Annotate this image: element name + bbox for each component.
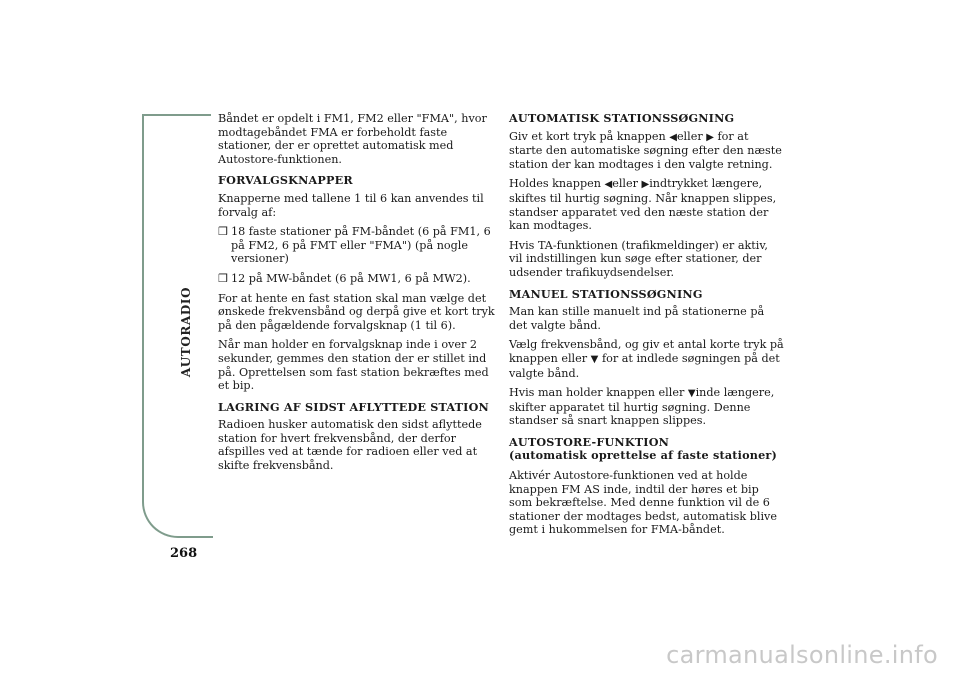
- list-item: [218, 272, 503, 286]
- store-paragraph: Når man holder en forvalgsknap inde i over 2 sekunder, gemmes den station der er stillet ind på. Oprettelsen som fast station bekræftes med et bip.: [218, 338, 489, 393]
- page-number: 268: [170, 546, 198, 561]
- autostore-paragraph: Aktivér Autostore-funktionen ved at holde knappen FM AS inde, indtil der høres et bip som bekræftelse. Med denne funktion vil de 6 stationer der modtages bedst, automatisk blive gemt i hukommelsen for FMA-båndet.: [509, 469, 777, 537]
- heading-presets: FORVALGSKNAPPER: [218, 173, 353, 188]
- text-fragment: Holdes knappen: [509, 177, 601, 191]
- checkbox-bullet-icon: ❒: [218, 225, 228, 239]
- manual-paragraph-2: [509, 338, 784, 380]
- auto-search-paragraph-3: Hvis TA-funktionen (trafikmeldinger) er aktiv, vil indstillingen kun søge efter stationer, der udsender trafikuydsendelser.: [509, 238, 768, 279]
- text-fragment: inde længere, skifter apparatet til hurtig søgning. Denne standser så snart knappen slippes.: [509, 386, 775, 428]
- list-item-text: 18 faste stationer på FM-båndet (6 på FM1, 6 på FM2, 6 på FMT eller "FMA") (på nogle versioner): [231, 225, 491, 266]
- text-fragment: Vælg frekvensbånd, og giv et antal korte tryk på knappen eller: [509, 338, 784, 365]
- page-frame: [142, 114, 213, 538]
- presets-intro: Knapperne med tallene 1 til 6 kan anvendes til forvalg af:: [218, 191, 484, 219]
- auto-search-paragraph-2: [509, 177, 784, 232]
- intro-paragraph: Båndet er opdelt i FM1, FM2 eller "FMA", hvor modtagebåndet FMA er forbeholdt faste stationer, der er oprettet automatisk med Autostore-funktionen.: [218, 112, 487, 166]
- text-fragment: indtrykket længere, skiftes til hurtig søgning. Når knappen slippes, standser apparatet ved den næste station der kan modtages.: [509, 177, 777, 233]
- recall-paragraph: For at hente en fast station skal man vælge det ønskede frekvensbånd og derpå give et kort tryk på den pågældende forvalgsknap (1 til 6).: [218, 291, 495, 332]
- heading-autostore-line-2: (automatisk oprettelse af faste stationer): [509, 448, 777, 463]
- heading-autostore: [509, 436, 784, 463]
- section-label: AUTORADIO: [179, 286, 193, 378]
- heading-autostore-line-1: AUTOSTORE-FUNKTION: [509, 434, 670, 449]
- manual-paragraph-1: Man kan stille manuelt ind på stationerne på det valgte bånd.: [509, 305, 765, 332]
- text-fragment: for at indlede søgningen på det valgte bånd.: [509, 351, 780, 380]
- text-fragment: eller: [676, 129, 703, 143]
- arrow-down-icon: ▼: [590, 353, 599, 365]
- list-item-text: 12 på MW-båndet (6 på MW1, 6 på MW2).: [231, 271, 471, 285]
- list-item: [218, 225, 503, 266]
- checkbox-bullet-icon: ❒: [218, 271, 228, 285]
- heading-manual-search: MANUEL STATIONSSØGNING: [509, 286, 703, 301]
- arrow-left-icon: ◀: [669, 131, 677, 143]
- manual-paragraph-3: [509, 386, 784, 428]
- arrow-left-icon: ◀: [604, 179, 613, 191]
- last-station-paragraph: Radioen husker automatisk den sidst aflyttede station for hvert frekvensbånd, der derfor afspilles ved at tænde for radioen eller ved at skifte frekvensbånd.: [218, 418, 482, 473]
- text-fragment: Hvis man holder knappen eller: [509, 386, 685, 400]
- arrow-right-icon: ▶: [706, 131, 714, 143]
- heading-last-station: LAGRING AF SIDST AFLYTTEDE STATION: [218, 399, 489, 414]
- auto-search-paragraph-1: [509, 130, 784, 172]
- heading-auto-search: AUTOMATISK STATIONSSØGNING: [509, 111, 735, 125]
- text-fragment: eller: [612, 177, 638, 191]
- arrow-right-icon: ▶: [641, 179, 650, 191]
- text-fragment: Giv et kort tryk på knappen: [509, 129, 666, 143]
- arrow-down-icon: ▼: [687, 388, 696, 400]
- right-column: [509, 112, 784, 543]
- text-fragment: for at starte den automatiske søgning efter den næste station der kan modtages i den valgte retning.: [509, 129, 782, 171]
- watermark: carmanualsonline.info: [666, 641, 938, 669]
- left-column: [218, 112, 503, 479]
